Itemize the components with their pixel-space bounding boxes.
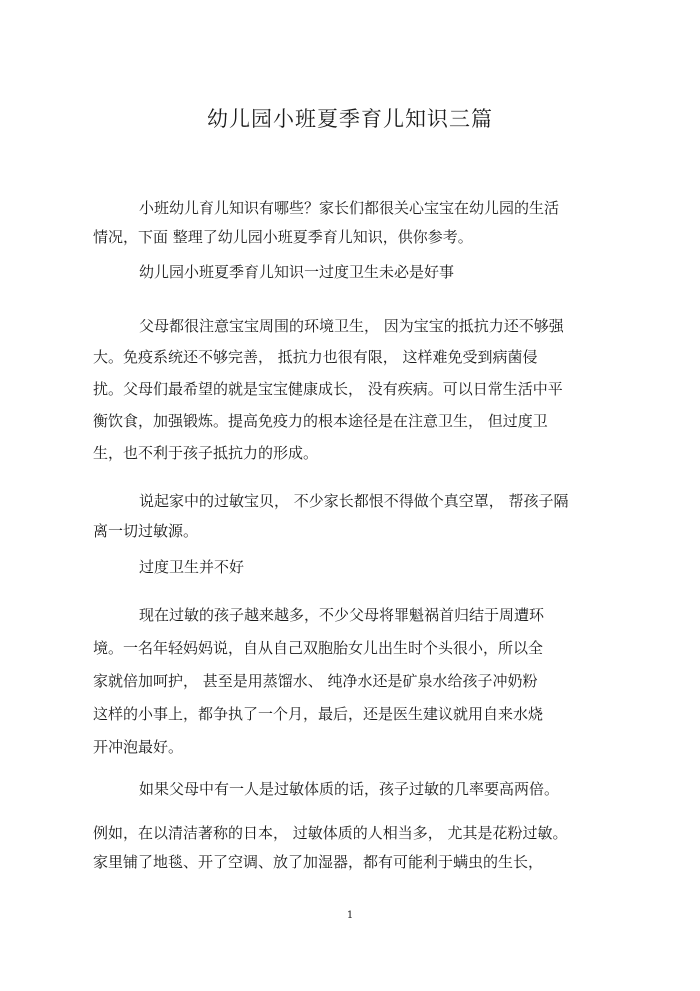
text-line: 家里铺了地毯、开了空调、放了加湿器，都有可能利于螨虫的生长， <box>93 853 544 871</box>
page-number: 1 <box>346 910 354 921</box>
text-line: 生，也不利于孩子抵抗力的形成。 <box>93 444 319 462</box>
text-line: 境。一名年轻妈妈说，自从自己双胞胎女儿出生时个头很小，所以全 <box>93 639 544 657</box>
text-line: 大。免疫系统还不够完善， 抵抗力也很有限， 这样难免受到病菌侵 <box>93 348 538 366</box>
section-heading: 过度卫生并不好 <box>139 558 245 576</box>
text-line: 这样的小事上，都争执了一个月，最后，还是医生建议就用自来水烧 <box>93 705 544 723</box>
text-line: 说起家中的过敏宝贝， 不少家长都恨不得做个真空罩， 帮孩子隔 <box>139 492 569 510</box>
text-line: 小班幼儿育儿知识有哪些？家长们都很关心宝宝在幼儿园的生活 <box>139 199 560 217</box>
section-heading: 幼儿园小班夏季育儿知识一过度卫生未必是好事 <box>139 263 455 281</box>
document-title: 幼儿园小班夏季育儿知识三篇 <box>207 107 493 131</box>
text-line: 离一切过敏源。 <box>93 522 199 540</box>
text-line: 开冲泡最好。 <box>93 738 184 756</box>
text-line: 扰。父母们最希望的就是宝宝健康成长， 没有疾病。可以日常生活中平 <box>93 380 563 398</box>
text-line: 父母都很注意宝宝周围的环境卫生， 因为宝宝的抵抗力还不够强 <box>139 317 564 335</box>
text-line: 家就倍加呵护， 甚至是用蒸馏水、 纯净水还是矿泉水给孩子冲奶粉 <box>93 672 538 690</box>
text-line: 例如，在以清洁著称的日本， 过敏体质的人相当多， 尤其是花粉过敏。 <box>93 824 568 842</box>
text-line: 如果父母中有一人是过敏体质的话，孩子过敏的几率要高两倍。 <box>139 780 560 798</box>
text-line: 现在过敏的孩子越来越多，不少父母将罪魁祸首归结于周遭环 <box>139 606 545 624</box>
text-line: 情况，下面 整理了幼儿园小班夏季育儿知识，供你参考。 <box>93 228 473 246</box>
text-line: 衡饮食，加强锻炼。提高免疫力的根本途径是在注意卫生， 但过度卫 <box>93 412 548 430</box>
